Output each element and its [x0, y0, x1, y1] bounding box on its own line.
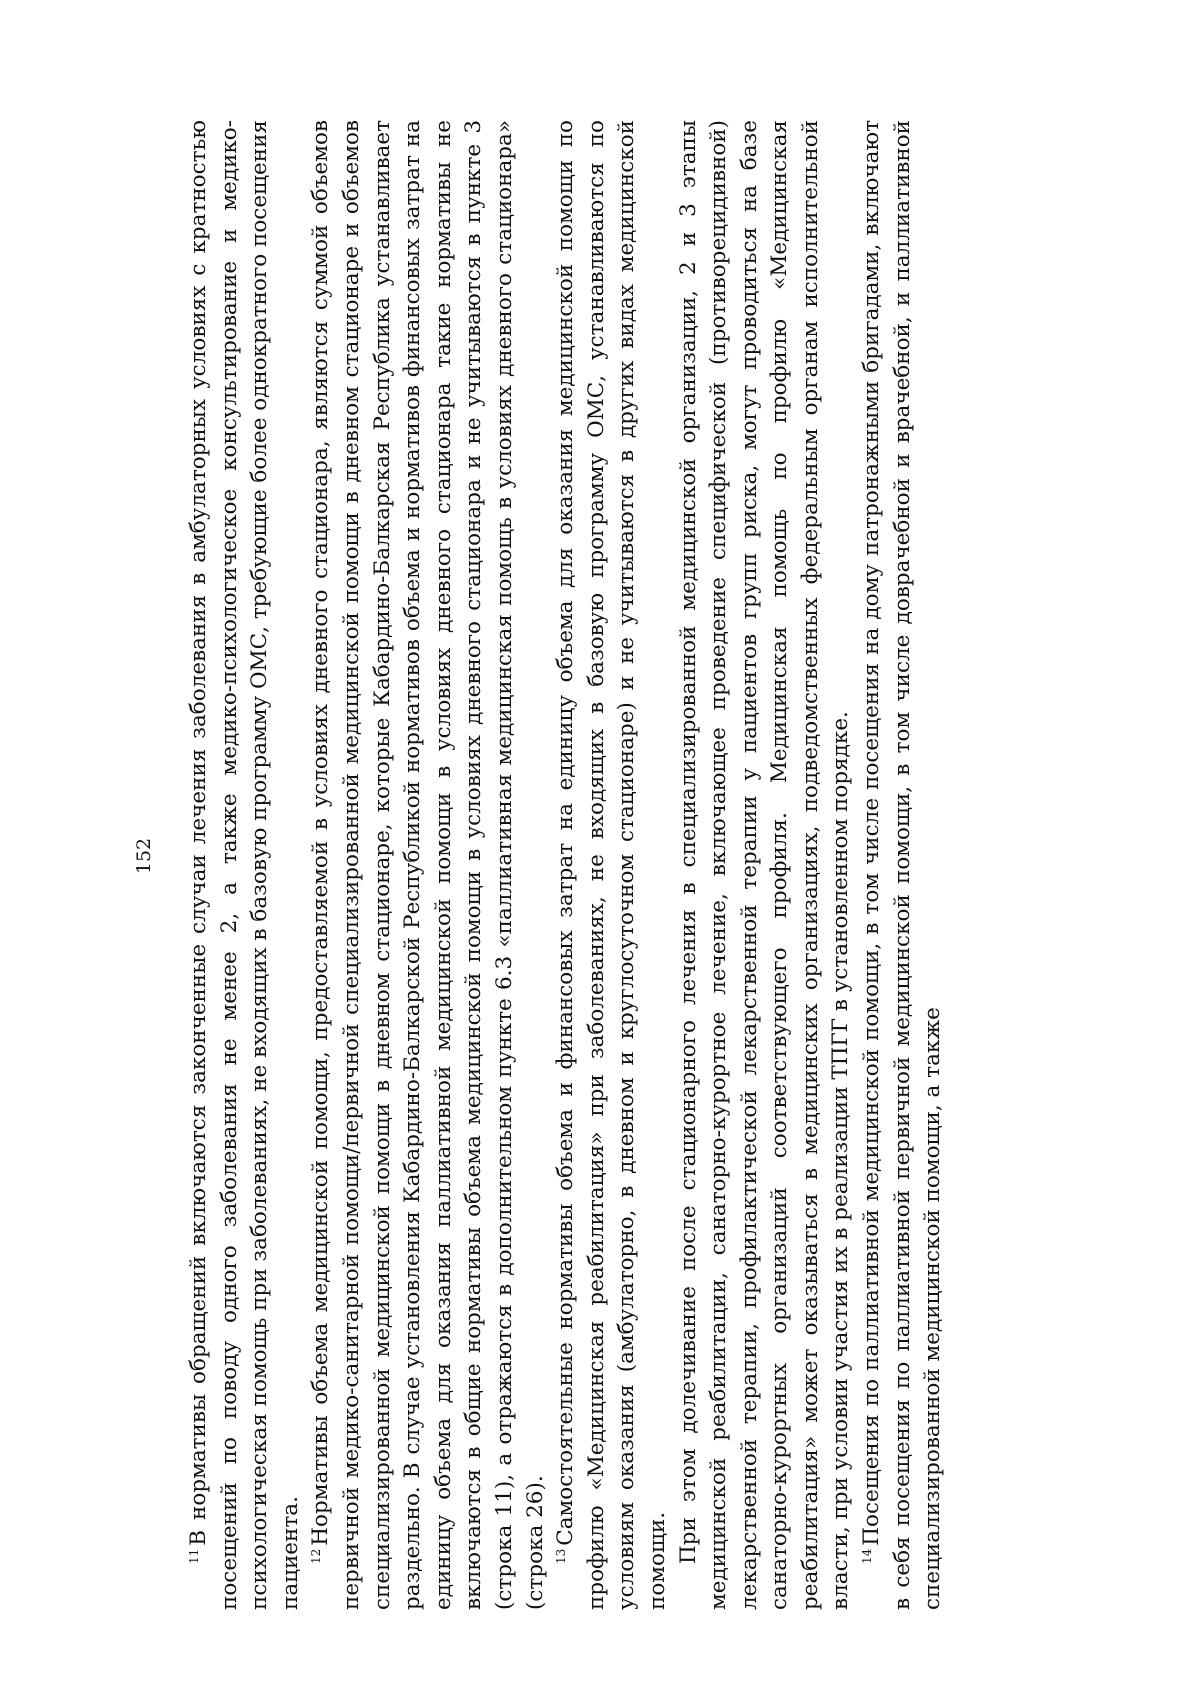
footnote-14 — [857, 120, 949, 1610]
footnote-11 — [184, 120, 306, 1610]
footnote-marker: 13 — [554, 1548, 569, 1564]
footnote-text: Посещения по паллиативной медицинской помощи, в том числе посещения на дому патронажными бригадами, включают в себя посещения по паллиативной первичной медицинской помощи, в том числе доврачебной и врачебной, и паллиативной специализированной медицинской помощи, а также — [859, 120, 946, 1610]
footnote-text: В нормативы обращений включаются законченные случаи лечения заболевания в амбулаторных условиях с кратностью посещений по поводу одного заболевания не менее 2, а также медико-психологическое консультирование и медико-психологическая помощь при заболеваниях, не входящих в базовую программу ОМС, требующие более однократного посещения пациента. — [186, 120, 303, 1610]
footnote-13 — [551, 120, 673, 1610]
footnote-marker: 12 — [309, 1548, 324, 1564]
page-number: 152 — [133, 837, 155, 875]
footnote-text: Самостоятельные нормативы объема и финансовых затрат на единицу объема для оказания медицинской помощи по профилю «Медицинская реабилитация» при заболеваниях, не входящих в базовую программу ОМС, устанавливаются по условиям оказания (амбулаторно, в дневном и круглосуточном стационаре) и не учитываются в других видах медицинской помощи. — [553, 120, 670, 1610]
footnote-12 — [306, 120, 551, 1610]
footnote-marker: 14 — [860, 1548, 875, 1564]
footnote-13-continuation — [674, 120, 858, 1610]
footnote-marker: 11 — [187, 1548, 201, 1564]
rotated-content — [132, 56, 1052, 1656]
footnotes-block — [184, 120, 949, 1610]
paragraph-text: При этом долечивание после стационарного лечения в специализированной медицинской организации, 2 и 3 этапы медицинской реабилитации, санаторно-курортное лечение, включающее проведение специфической (противорецидивной) лекарственной терапии, профилактической лекарственной терапии у пациентов групп риска, могут проводиться на базе санаторно-курортных организаций соответствующего профиля. Медицинская помощь по профилю «Медицинская реабилитация» может оказываться в медицинских организациях, подведомственных федеральным органам исполнительной власти, при условии участия их в реализации ТПГГ в установленном порядке. — [675, 120, 854, 1610]
footnote-text: Нормативы объема медицинской помощи, предоставляемой в условиях дневного стационара, являются суммой объемов первичной медико-санитарной помощи/первичной специализированной медицинской помощи в дневном стационаре и объемов специализированной медицинской помощи в дневном стационаре, которые Кабардино-Балкарская Республика устанавливает раздельно. В случае установления Кабардино-Балкарской Республикой нормативов объема и нормативов финансовых затрат на единицу объема для оказания паллиативной медицинской помощи в условиях дневного стационара такие нормативы не включаются в общие нормативы объема медицинской помощи в условиях дневного стационара и не учитываются в пункте 3 (строка 11), а отражаются в дополнительном пункте 6.3 «паллиативная медицинская помощь в условиях дневного стационара» (строка 26). — [308, 120, 548, 1610]
